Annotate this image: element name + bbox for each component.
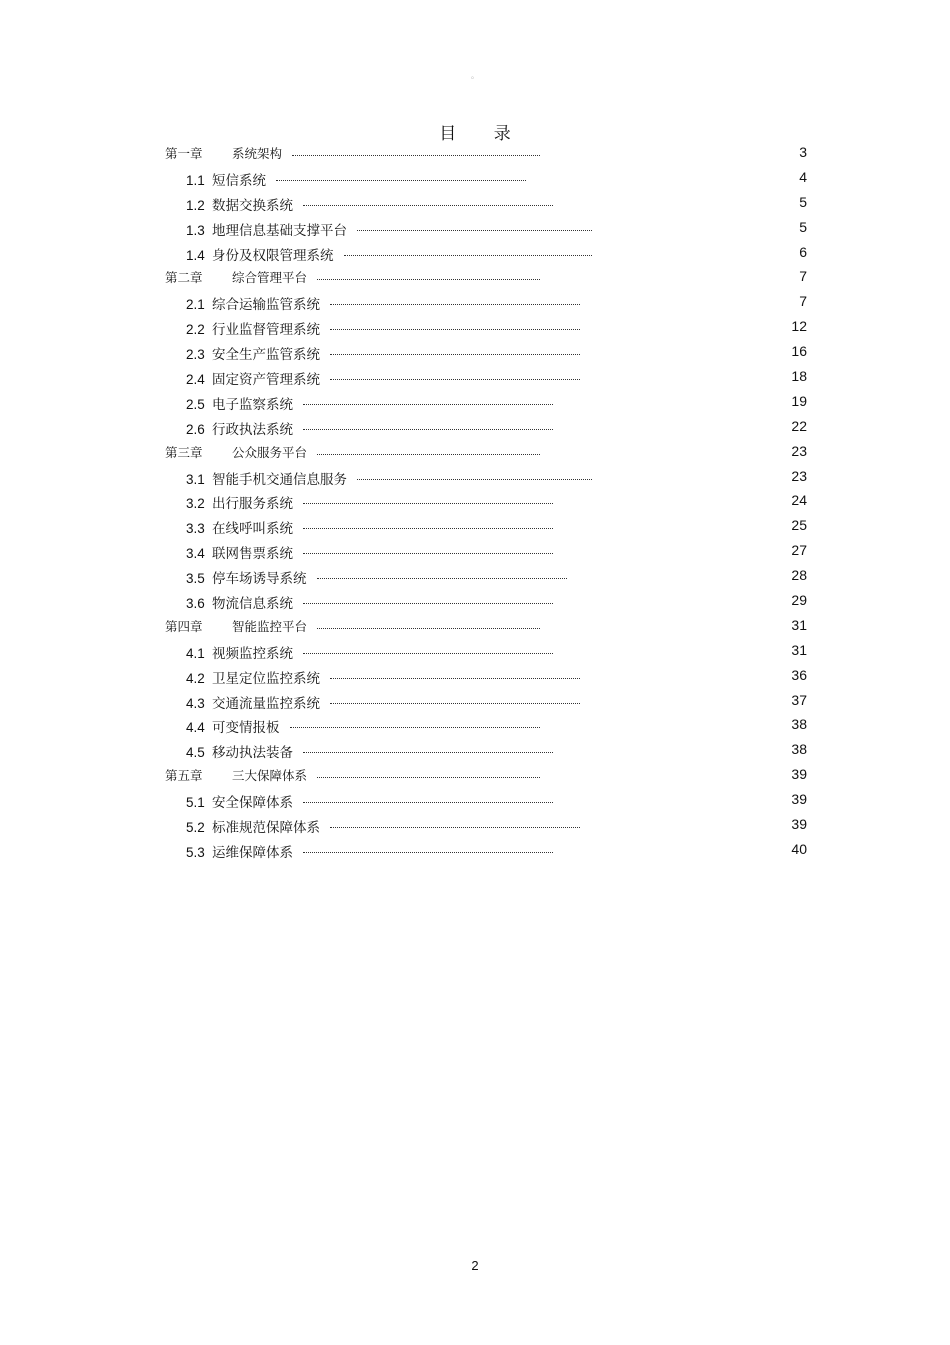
- toc-section-entry[interactable]: [0, 589, 950, 614]
- toc-section-title: 行业监督管理系统: [212, 322, 320, 339]
- toc-entry-lead: [186, 517, 293, 537]
- toc-section-entry[interactable]: [0, 365, 950, 390]
- toc-section-entry[interactable]: [0, 340, 950, 365]
- toc-page-number: 38: [791, 716, 807, 733]
- toc-page-number: 39: [791, 816, 807, 833]
- toc-entry-lead: [186, 219, 347, 239]
- toc-entry-lead: [186, 343, 320, 363]
- toc-section-number: 3.6: [186, 596, 205, 612]
- toc-section-entry[interactable]: [0, 191, 950, 216]
- toc-entry-lead: [186, 816, 320, 836]
- toc-page-number: 24: [791, 492, 807, 509]
- toc-page-number: 38: [791, 741, 807, 758]
- toc-page-number: 5: [799, 218, 807, 235]
- toc-section-number: 4.1: [186, 645, 205, 661]
- dot-leader: [317, 575, 567, 579]
- toc-section-number: 2.1: [186, 297, 205, 313]
- toc-section-title: 安全保障体系: [212, 795, 293, 812]
- dot-leader: [290, 724, 540, 728]
- dot-leader: [317, 774, 540, 778]
- toc-chapter-entry[interactable]: [0, 265, 950, 290]
- toc-entry-lead: [186, 293, 320, 313]
- toc-section-title: 交通流量监控系统: [212, 695, 320, 712]
- dot-leader: [330, 675, 580, 679]
- toc-section-entry[interactable]: [0, 166, 950, 191]
- toc-section-entry[interactable]: [0, 390, 950, 415]
- toc-page-number: 36: [791, 666, 807, 683]
- toc-entry-lead: [186, 791, 293, 811]
- toc-entry-lead: [165, 443, 203, 461]
- toc-entry-lead: [186, 642, 293, 662]
- dot-leader: [330, 301, 580, 305]
- toc-entry-lead: [186, 492, 293, 512]
- toc-section-number: 5.2: [186, 820, 205, 836]
- dot-leader: [292, 152, 540, 156]
- toc-section-number: 2.3: [186, 347, 205, 363]
- toc-section-entry[interactable]: [0, 738, 950, 763]
- toc-section-entry[interactable]: [0, 315, 950, 340]
- toc-section-entry[interactable]: [0, 838, 950, 863]
- toc-section-number: 3.5: [186, 571, 205, 587]
- toc-section-number: 4.2: [186, 670, 205, 686]
- toc-chapter-entry[interactable]: [0, 614, 950, 639]
- toc-section-number: 3.2: [186, 496, 205, 512]
- toc-entry-lead: [186, 318, 320, 338]
- toc-page-number: 23: [791, 467, 807, 484]
- toc-section-number: 2.6: [186, 421, 205, 437]
- toc-section-title: 联网售票系统: [212, 546, 293, 563]
- dot-leader: [317, 276, 540, 280]
- toc-section-number: 4.4: [186, 720, 205, 736]
- toc-section-entry[interactable]: [0, 514, 950, 539]
- dot-leader: [344, 252, 593, 256]
- toc-section-title: 数据交换系统: [212, 197, 293, 214]
- toc-section-title: 智能手机交通信息服务: [212, 471, 347, 488]
- toc-entry-lead: [165, 617, 203, 635]
- page-number: 2: [471, 1258, 479, 1273]
- toc-section-title: 可变情报板: [212, 720, 280, 737]
- dot-leader: [317, 625, 540, 629]
- toc-section-number: 2.2: [186, 322, 205, 338]
- dot-leader: [330, 824, 580, 828]
- toc-chapter-entry[interactable]: [0, 141, 950, 166]
- toc-entry-lead: [186, 716, 280, 736]
- toc-page-number: 7: [799, 268, 807, 285]
- toc-section-title: 综合运输监管系统: [212, 297, 320, 314]
- toc-chapter-entry[interactable]: [0, 440, 950, 465]
- toc-section-entry[interactable]: [0, 415, 950, 440]
- toc-entry-lead: [186, 393, 293, 413]
- toc-section-number: 3.3: [186, 521, 205, 537]
- dot-leader: [303, 799, 553, 803]
- toc-page-number: 39: [791, 791, 807, 808]
- toc-section-entry[interactable]: [0, 489, 950, 514]
- toc-section-number: 5.1: [186, 795, 205, 811]
- toc-chapter-label: 第三章: [165, 444, 203, 460]
- dot-leader: [317, 451, 540, 455]
- toc-page-number: 5: [799, 193, 807, 210]
- toc-section-number: 1.1: [186, 172, 205, 188]
- toc-page-number: 31: [791, 641, 807, 658]
- toc-section-entry[interactable]: [0, 241, 950, 266]
- toc-page-number: 6: [799, 243, 807, 260]
- toc-page-number: 39: [791, 766, 807, 783]
- dot-leader: [303, 202, 553, 206]
- dot-leader: [303, 849, 553, 853]
- toc-chapter-entry[interactable]: [0, 763, 950, 788]
- toc-entry-lead: [165, 766, 203, 784]
- toc-section-title: 安全生产监管系统: [212, 347, 320, 364]
- toc-entry-lead: [186, 692, 320, 712]
- table-of-contents: [0, 141, 950, 863]
- toc-section-title: 电子监察系统: [212, 396, 293, 413]
- dot-leader: [303, 650, 553, 654]
- toc-section-title: 停车场诱导系统: [212, 571, 307, 588]
- toc-section-entry[interactable]: [0, 664, 950, 689]
- toc-entry-lead: [186, 418, 293, 438]
- toc-section-number: 3.1: [186, 471, 205, 487]
- toc-chapter-title: 综合管理平台: [232, 270, 308, 286]
- dot-leader: [330, 376, 580, 380]
- toc-chapter-label: 第四章: [165, 618, 203, 634]
- toc-section-title: 地理信息基础支撑平台: [212, 222, 347, 239]
- toc-entry-lead: [186, 741, 293, 761]
- toc-section-entry[interactable]: [0, 639, 950, 664]
- dot-leader: [357, 476, 592, 480]
- dot-leader: [303, 401, 553, 405]
- toc-section-title: 行政执法系统: [212, 421, 293, 438]
- toc-section-number: 4.3: [186, 695, 205, 711]
- dot-leader: [276, 177, 526, 181]
- toc-section-number: 2.4: [186, 372, 205, 388]
- toc-section-entry[interactable]: [0, 539, 950, 564]
- toc-page-number: 25: [791, 517, 807, 534]
- toc-entry-lead: [186, 468, 347, 488]
- toc-section-entry[interactable]: [0, 465, 950, 490]
- dot-leader: [303, 550, 553, 554]
- toc-entry-lead: [165, 144, 203, 162]
- toc-section-title: 短信系统: [212, 172, 266, 189]
- toc-section-title: 固定资产管理系统: [212, 372, 320, 389]
- toc-chapter-label: 第二章: [165, 270, 203, 286]
- toc-section-entry[interactable]: [0, 564, 950, 589]
- dot-leader: [330, 326, 580, 330]
- toc-section-entry[interactable]: [0, 813, 950, 838]
- toc-page-number: 27: [791, 542, 807, 559]
- toc-page-number: 23: [791, 442, 807, 459]
- page-header-mark: 。: [471, 71, 479, 80]
- toc-section-number: 1.2: [186, 197, 205, 213]
- toc-section-entry[interactable]: [0, 290, 950, 315]
- toc-section-number: 1.3: [186, 222, 205, 238]
- toc-page-number: 3: [799, 144, 807, 160]
- toc-entry-lead: [186, 244, 334, 264]
- toc-section-title: 视频监控系统: [212, 645, 293, 662]
- toc-page-number: 18: [791, 368, 807, 385]
- toc-section-title: 卫星定位监控系统: [212, 670, 320, 687]
- toc-section-entry[interactable]: [0, 689, 950, 714]
- toc-page-number: 22: [791, 417, 807, 434]
- dot-leader: [303, 426, 553, 430]
- toc-page-number: 40: [791, 840, 807, 857]
- dot-leader: [303, 525, 553, 529]
- toc-section-title: 运维保障体系: [212, 844, 293, 861]
- dot-leader: [330, 700, 580, 704]
- dot-leader: [303, 500, 553, 504]
- toc-page-number: 31: [791, 616, 807, 633]
- toc-section-number: 5.3: [186, 844, 205, 860]
- toc-page-number: 4: [799, 168, 807, 185]
- toc-chapter-label: 第五章: [165, 768, 203, 784]
- toc-page-number: 16: [791, 343, 807, 360]
- toc-entry-lead: [186, 841, 293, 861]
- dot-leader: [357, 227, 592, 231]
- toc-chapter-title: 智能监控平台: [232, 618, 308, 634]
- dot-leader: [303, 749, 553, 753]
- toc-section-number: 4.5: [186, 745, 205, 761]
- toc-entry-lead: [186, 169, 266, 189]
- toc-page-number: 12: [791, 318, 807, 335]
- toc-entry-lead: [186, 592, 293, 612]
- toc-entry-lead: [186, 542, 293, 562]
- toc-section-number: 1.4: [186, 247, 205, 263]
- toc-section-title: 标准规范保障体系: [212, 820, 320, 837]
- toc-page-number: 7: [799, 293, 807, 310]
- toc-section-title: 在线呼叫系统: [212, 521, 293, 538]
- toc-chapter-title: 系统架构: [232, 146, 283, 161]
- toc-entry-lead: [186, 368, 320, 388]
- toc-section-entry[interactable]: [0, 713, 950, 738]
- toc-chapter-title: 三大保障体系: [232, 768, 308, 784]
- toc-section-entry[interactable]: [0, 216, 950, 241]
- toc-page-number: 29: [791, 592, 807, 609]
- toc-entry-lead: [186, 667, 320, 687]
- dot-leader: [303, 600, 553, 604]
- toc-section-title: 物流信息系统: [212, 596, 293, 613]
- toc-page-number: 37: [791, 691, 807, 708]
- toc-entry-lead: [186, 194, 293, 214]
- toc-entry-lead: [165, 268, 203, 286]
- toc-section-title: 移动执法装备: [212, 745, 293, 762]
- toc-entry-lead: [186, 567, 307, 587]
- toc-title: 目 录: [439, 124, 527, 144]
- toc-section-number: 2.5: [186, 396, 205, 412]
- toc-section-number: 3.4: [186, 546, 205, 562]
- toc-chapter-title: 公众服务平台: [232, 444, 308, 460]
- toc-section-title: 出行服务系统: [212, 496, 293, 513]
- toc-section-title: 身份及权限管理系统: [212, 247, 334, 264]
- toc-chapter-label: 第一章: [165, 146, 203, 161]
- toc-page-number: 28: [791, 567, 807, 584]
- toc-section-entry[interactable]: [0, 788, 950, 813]
- dot-leader: [330, 351, 580, 355]
- toc-page-number: 19: [791, 392, 807, 409]
